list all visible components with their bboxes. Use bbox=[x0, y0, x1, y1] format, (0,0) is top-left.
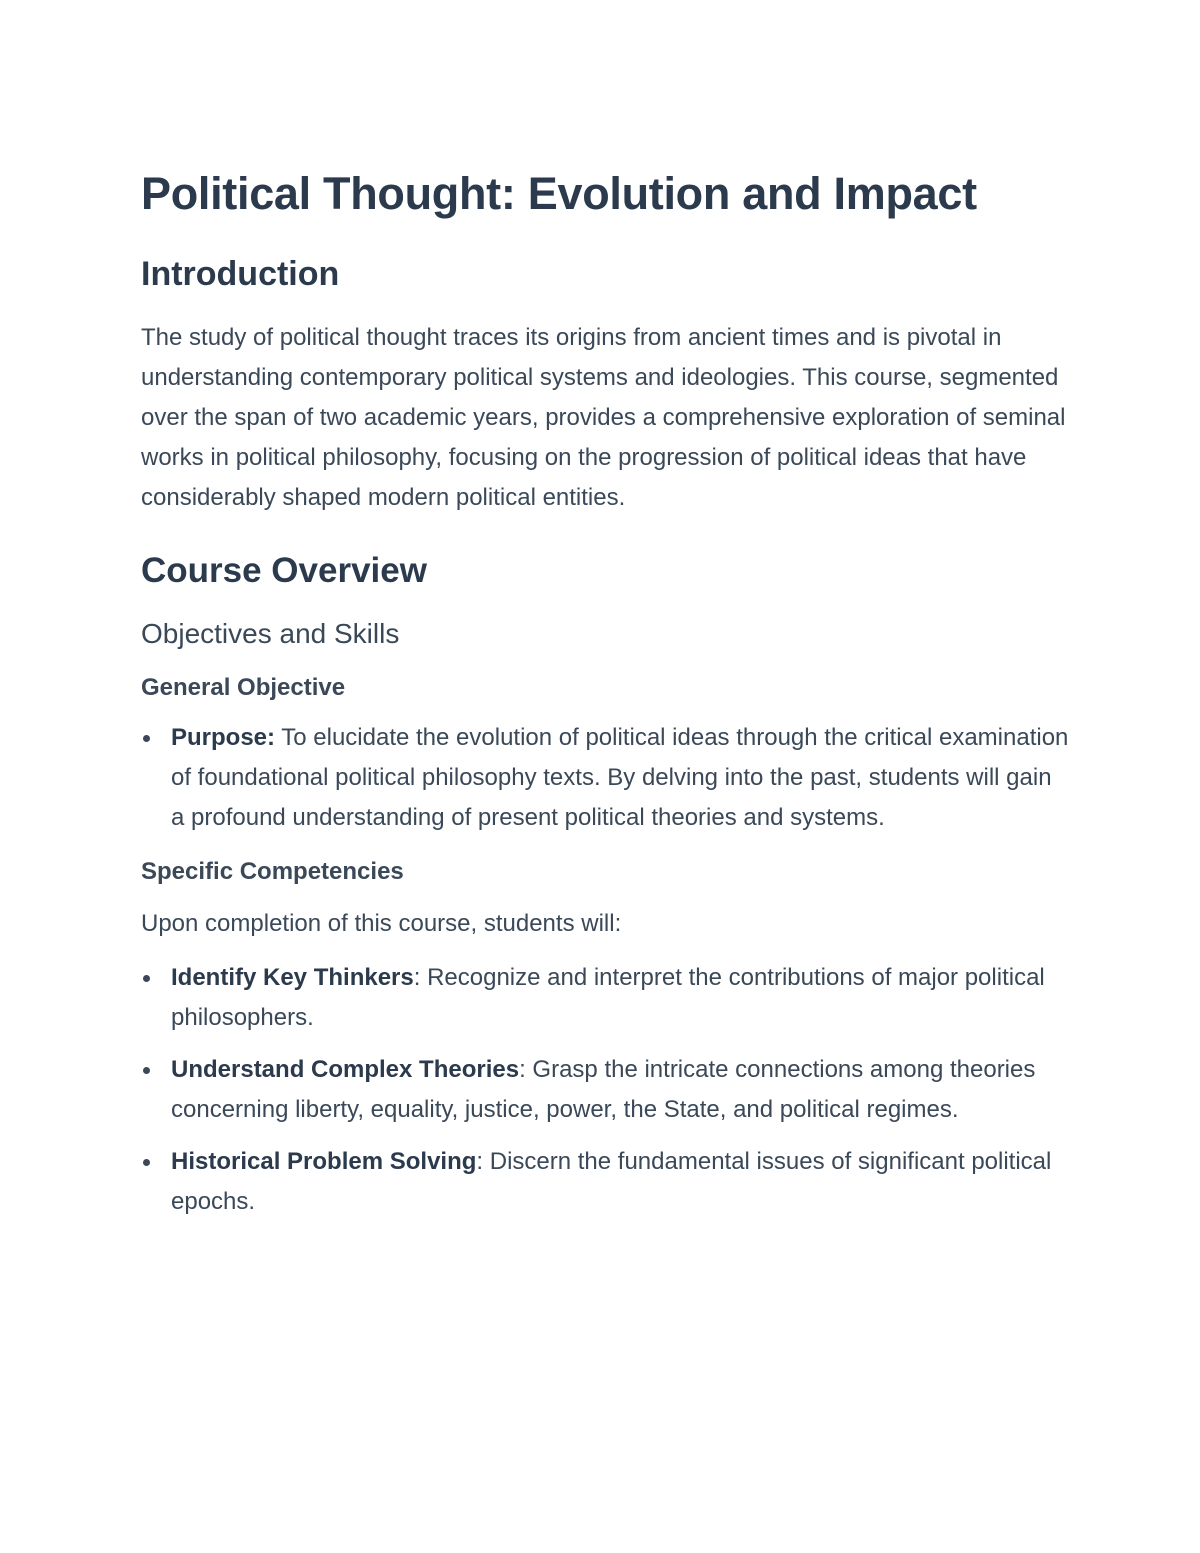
bullet-icon bbox=[143, 1159, 150, 1166]
competencies-list bbox=[141, 958, 1071, 1222]
general-objective-heading: General Objective bbox=[141, 674, 346, 701]
list-item bbox=[141, 958, 1071, 1038]
list-item-term: Identify Key Thinkers bbox=[171, 964, 414, 991]
list-item-term: Purpose: bbox=[171, 724, 276, 751]
list-item-text: To elucidate the evolution of political ideas through the critical examination of foundational political philosophy texts. By delving into the past, students will gain a profound understanding of present political theories and systems. bbox=[171, 724, 1069, 831]
specific-competencies-heading: Specific Competencies bbox=[141, 858, 404, 885]
list-item-text: : Grasp the intricate connections among theories concerning liberty, equality, justice, power, the State, and political regimes. bbox=[171, 1056, 1036, 1123]
list-item-text: : Recognize and interpret the contributions of major political philosophers. bbox=[171, 964, 1045, 1031]
document-page bbox=[141, 160, 1071, 1234]
competencies-lead: Upon completion of this course, students will: bbox=[141, 910, 622, 937]
list-item bbox=[141, 718, 1071, 838]
introduction-paragraph: The study of political thought traces its origins from ancient times and is pivotal in understanding contemporary political systems and ideologies. This course, segmented over the span of two academic years, provides a comprehensive exploration of seminal works in political philosophy, focusing on the progression of political ideas that have considerably shaped modern political entities. bbox=[141, 324, 1066, 511]
bullet-icon bbox=[143, 975, 150, 982]
list-item-term: Historical Problem Solving bbox=[171, 1148, 477, 1175]
list-item bbox=[141, 1142, 1071, 1222]
introduction-heading: Introduction bbox=[141, 255, 340, 293]
course-overview-heading: Course Overview bbox=[141, 551, 427, 590]
objectives-heading: Objectives and Skills bbox=[141, 618, 400, 649]
document-title: Political Thought: Evolution and Impact bbox=[141, 168, 977, 219]
list-item bbox=[141, 1050, 1071, 1130]
bullet-icon bbox=[143, 1067, 150, 1074]
list-item-term: Understand Complex Theories bbox=[171, 1056, 520, 1083]
general-objective-list bbox=[141, 718, 1071, 838]
bullet-icon bbox=[143, 735, 150, 742]
list-item-text: : Discern the fundamental issues of significant political epochs. bbox=[171, 1148, 1052, 1215]
